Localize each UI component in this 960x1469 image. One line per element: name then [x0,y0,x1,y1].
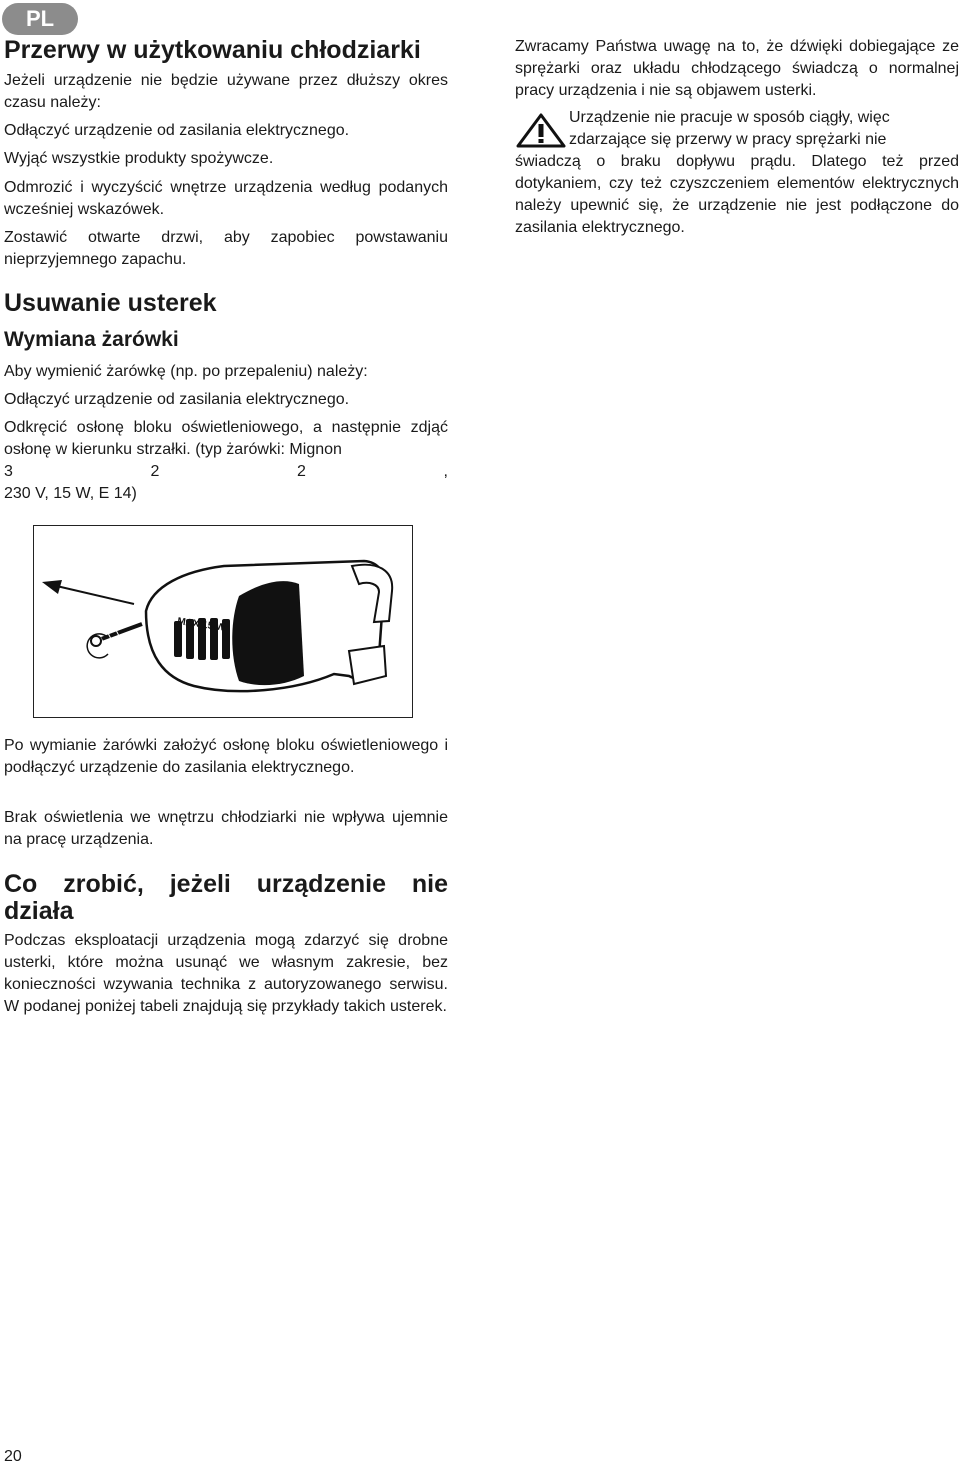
warning-icon [516,113,566,149]
paragraph-warning-rest: świadczą o braku dopływu prądu. Dlatego też przed dotykaniem, czy też czyszczeniem elementów elektrycznych należy upewnić się, że urządzenie nie jest podłączone do zasilania elektrycznego. [515,153,959,236]
paragraph-bulb-intro: Aby wymienić żarówkę (np. po przepaleniu) należy: [4,363,368,380]
section-title-breaks: Przerwy w użytkowaniu chłodziarki [4,36,421,64]
paragraph-minor-faults: Podczas eksploatacji urządzenia mogą zdarzyć się drobne usterki, które można usunąć we własnym zakresie, bez konieczności wzywania technika z autoryzowanego serwisu. W podanej poniżej tabeli znajdują się przykłady takich usterek. [4,932,448,1015]
paragraph-step: Zostawić otwarte drzwi, aby zapobiec powstawaniu nieprzyjemnego zapachu. [4,229,448,268]
section-title-troubleshooting: Usuwanie usterek [4,289,217,317]
bulb-cover-illustration [33,525,413,718]
arrow-head-icon [42,580,62,594]
subsection-title-bulb: Wymiana żarówki [4,328,179,351]
paragraph-step: Odkręcić osłonę bloku oświetleniowego, a następnie zdjąć osłonę w kierunku strzałki. (typ żarówki: Mignon [4,419,448,458]
paragraph-step: Odłączyć urządzenie od zasilania elektrycznego. [4,122,350,139]
paragraph-step: Wyjąć wszystkie produkty spożywcze. [4,150,274,167]
paragraph-after-replacement: Po wymianie żarówki założyć osłonę bloku oświetleniowego i podłączyć urządzenie do zasilania elektrycznego. [4,737,448,776]
warning-icon-wrapper [516,113,568,149]
section-title-not-working: Co zrobić, jeżeli urządzenie nie działa [4,870,448,925]
paragraph-warning-line2: zdarzające się przerwy w pracy sprężarki nie [569,131,887,148]
lamp-cover-drawing [34,526,411,716]
paragraph-compressor-noise: Zwracamy Państwa uwagę na to, że dźwięki dobiegające ze sprężarki oraz układu chłodzącego świadczą o normalnej pracy urządzenia i nie są objawem usterki. [515,38,959,99]
paragraph-step: Odłączyć urządzenie od zasilania elektrycznego. [4,391,350,408]
paragraph-step-continued: 3 2 2 , [4,463,448,480]
direction-arrow-icon [48,584,134,604]
max-wattage-label: MAX 15 W [176,616,226,634]
page-number: 20 [4,1448,22,1465]
paragraph-breaks-intro: Jeżeli urządzenie nie będzie używane przez dłuższy okres czasu należy: [4,72,448,111]
screw-icon [91,624,142,646]
paragraph-step-continued: 230 V, 15 W, E 14) [4,485,137,502]
paragraph-step: Odmrozić i wyczyścić wnętrze urządzenia według podanych wcześniej wskazówek. [4,179,448,218]
language-badge: PL [2,3,78,35]
paragraph-no-light: Brak oświetlenia we wnętrzu chłodziarki nie wpływa ujemnie na pracę urządzenia. [4,809,448,848]
paragraph-warning-line1: Urządzenie nie pracuje w sposób ciągły, więc [569,109,890,126]
